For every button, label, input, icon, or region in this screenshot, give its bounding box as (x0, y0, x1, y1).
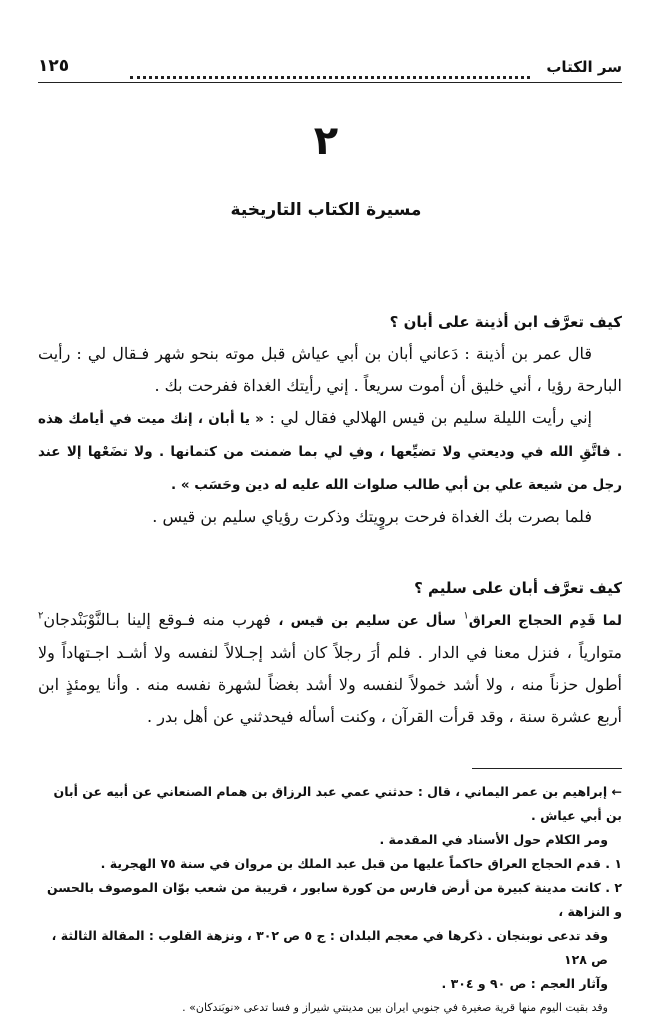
footnote: ٢ . كانت مدينة كبيرة من أرض فارس من كورة سابور ، قريبة من شعب بوّان الموصوف بالحسن و النزاهة ، (46, 880, 622, 919)
section-question: كيف تعرَّف أبان على سليم ؟ (414, 579, 622, 597)
chapter-title: مسيرة الكتاب التاريخية (230, 200, 422, 220)
footnotes (38, 780, 622, 1020)
footnote-ref[interactable]: ٢ (38, 610, 44, 622)
footnote-rule (472, 768, 622, 769)
page-header (38, 58, 622, 80)
footnote-continuation: وقد بقيت اليوم منها قرية صغيرة في جنوبي ايران بين مدينتي شيراز و فسا تدعى «نوبَندكان» . (182, 1001, 608, 1014)
quoted-speech: « يا أبان ، إنك ميت في أيامك هذه . فاتَّقِ الله في وديعتي ولا تضيِّعها ، وفِ لي بما ضمنت من كتمانها . ولا تضَعْها إلا عند رجل من شيعة علي بن أبي طالب صلوات الله عليه له دين وحَسَب » . (38, 411, 622, 493)
footnote-ref[interactable]: ١ (463, 610, 469, 622)
footnote-continuation: وقد تدعى نوبنجان . ذكرها في معجم البلدان : ج ٥ ص ٣٠٢ ، ونزهة القلوب : المقالة الثالثة ، ص ١٢٨ (51, 928, 608, 967)
chapter-number: ٢ (313, 118, 339, 164)
page-number: ١٢٥ (38, 56, 70, 76)
paragraph (38, 604, 622, 733)
section-question: كيف تعرَّف ابن أذينة على أبان ؟ (389, 313, 622, 331)
header-rule (38, 82, 622, 83)
leader-dots (130, 60, 530, 79)
paragraph-lead-bold: سأل عن سليم بن قيس ، (278, 613, 456, 629)
footnote: ١ . قدم الحجاج العراق حاكماً عليها من قبل عبد الملك بن مروان في سنة ٧٥ الهجرية . (100, 856, 622, 871)
section-aban-sulaym (38, 572, 622, 733)
paragraph-text: فهرب منه فـوقع إلينا بـالنَّوْبَنْدجان (43, 610, 271, 629)
paragraph-text: متوارياً ، فنزل معنا في الدار . فلم أرَ رجلاً كان أشد إجـلالاً لنفسه ولا أشـد اجـتهاداً ولا أطول حزناً منه ، ولا أشد خمولاً لنفسه ولا أشد بغضاً لشهرة نفسه منه . وأنا يومئذٍ ابن أربع عشرة سنة ، وقد قرأت القرآن ، وكنت أسأله فيحدثني عن أهل بدر . (38, 643, 623, 726)
paragraph-with-quote (38, 402, 622, 501)
paragraph-lead: إني رأيت الليلة سليم بن قيس الهلالي فقال لي : (269, 408, 592, 427)
section-ibn-udhayna (38, 306, 622, 533)
paragraph: فلما بصرت بك الغداة فرحت بروٍيتك وذكرت رؤياي سليم بن قيس . (152, 507, 592, 526)
footnote-continuation: ومر الكلام حول الأسناد في المقدمة . (379, 832, 608, 847)
footnote-continuation: وآثار العجم : ص ٩٠ و ٣٠٤ . (441, 976, 608, 991)
footnote: ← إبراهيم بن عمر اليماني ، قال : حدثني عمي عبد الرزاق بن همام الصنعاني عن أبيه عن أبان بن أبي عياش . (53, 784, 622, 823)
running-title: سر الكتاب (546, 58, 622, 76)
paragraph-lead-bold: لما قَدِم الحجاج العراق (468, 613, 622, 629)
paragraph: قال عمر بن أذينة : دَعاني أبان بن أبي عياش قبل موته بنحو شهر فـقال لي : رأيت البارحة رؤيا ، أني خليق أن أموت سريعاً . إني رأيتك الغداة ففرحت بك . (38, 344, 622, 395)
